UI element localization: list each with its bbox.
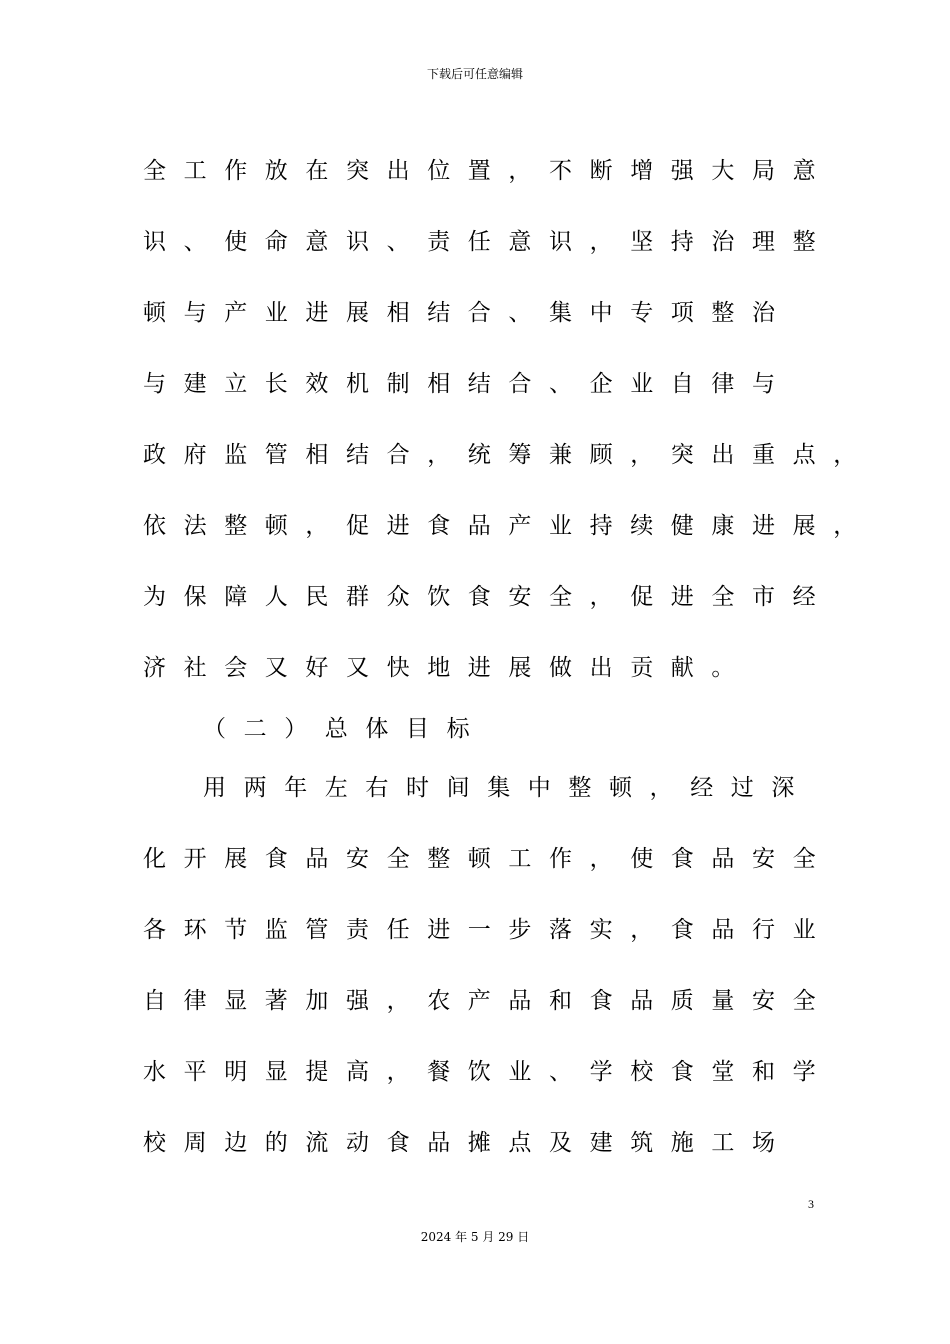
body-line-10: 用两年左右时间集中整顿，经过深 xyxy=(203,775,812,801)
body-line-7: 为保障人民群众饮食安全，促进全市经 xyxy=(143,584,834,610)
body-line-5: 政府监管相结合，统筹兼顾，突出重点， xyxy=(143,442,874,468)
body-line-14: 水平明显提高，餐饮业、学校食堂和学 xyxy=(143,1059,834,1085)
body-line-12: 各环节监管责任进一步落实，食品行业 xyxy=(143,917,834,943)
body-line-8: 济社会又好又快地进展做出贡献。 xyxy=(143,655,752,681)
page-footer-date: 2024 年 5 月 29 日 xyxy=(420,1230,530,1244)
page-header: 下载后可任意编辑 xyxy=(426,67,523,81)
body-line-2: 识、使命意识、责任意识，坚持治理整 xyxy=(143,229,834,255)
body-line-11: 化开展食品安全整顿工作，使食品安全 xyxy=(143,846,834,872)
page-number: 3 xyxy=(808,1197,814,1211)
body-line-3: 顿与产业进展相结合、集中专项整治 xyxy=(143,300,793,326)
body-line-13: 自律显著加强，农产品和食品质量安全 xyxy=(143,988,834,1014)
body-line-6: 依法整顿，促进食品产业持续健康进展， xyxy=(143,513,874,539)
body-line-4: 与建立长效机制相结合、企业自律与 xyxy=(143,371,793,397)
body-line-1: 全工作放在突出位置，不断增强大局意 xyxy=(143,158,834,184)
body-line-15: 校周边的流动食品摊点及建筑施工场 xyxy=(143,1130,793,1156)
section-heading: （二）总体目标 xyxy=(203,716,488,742)
